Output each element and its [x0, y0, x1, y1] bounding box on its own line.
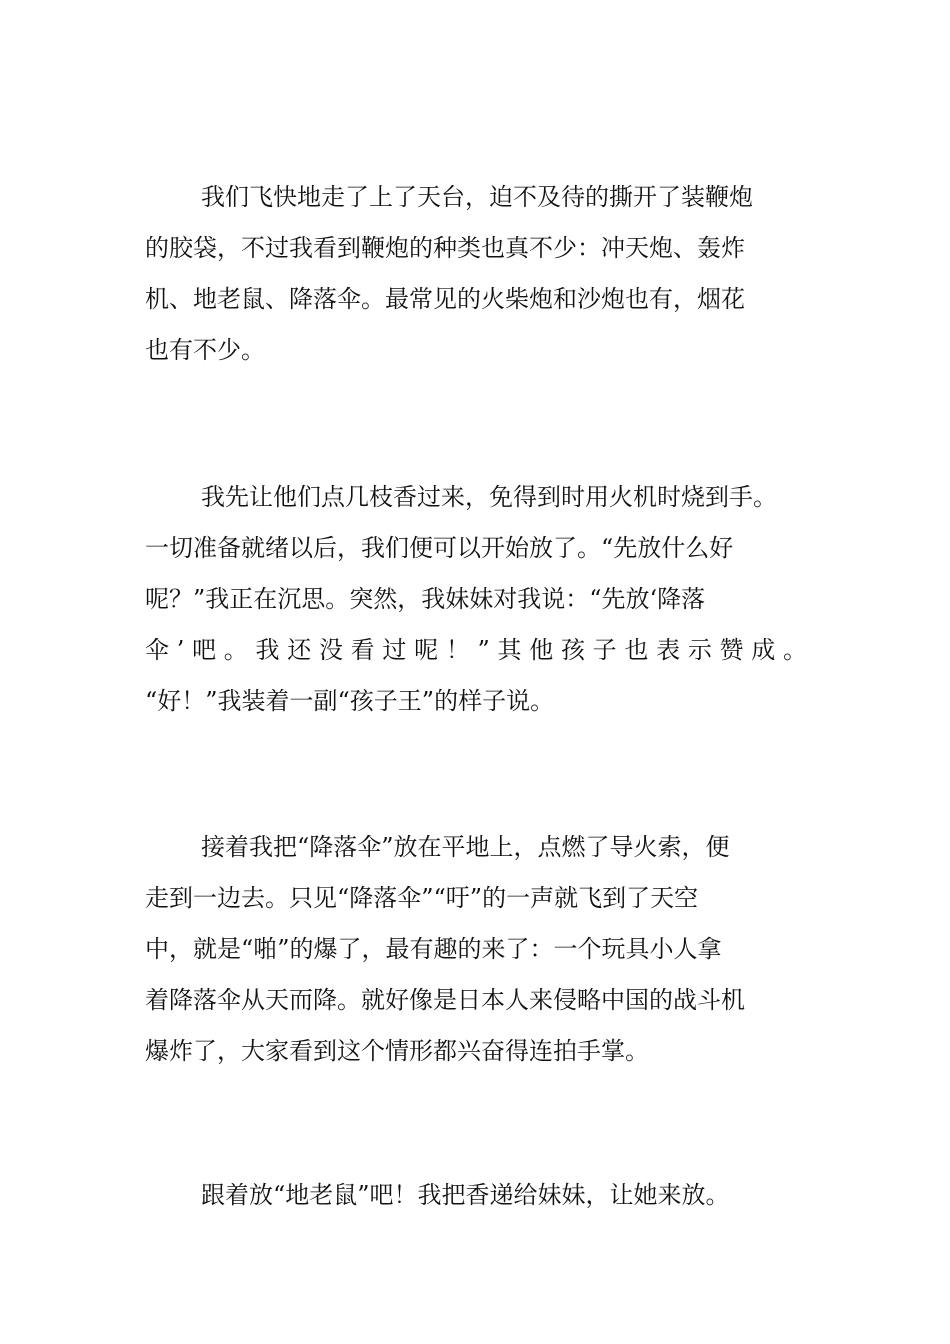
paragraph-4 — [145, 1170, 807, 1221]
paragraph-1 — [145, 172, 807, 376]
paragraph-line: 着降落伞从天而降。就好像是日本人来侵略中国的战斗机 — [145, 986, 745, 1014]
paragraph-line: 中，就是“啪”的爆了，最有趣的来了：一个玩具小人拿 — [145, 935, 722, 963]
paragraph-2 — [145, 472, 807, 727]
paragraph-line: 呢？”我正在沉思。突然，我妹妹对我说：“先放‘降落 — [145, 585, 706, 613]
paragraph-line: 走到一边去。只见“降落伞”“吁”的一声就飞到了天空 — [145, 884, 699, 912]
paragraph-line: 我先让他们点几枝香过来，免得到时用火机时烧到手。 — [201, 483, 777, 511]
paragraph-line: “好！”我装着一副“孩子王”的样子说。 — [145, 687, 555, 715]
paragraph-line: 也有不少。 — [145, 336, 265, 364]
paragraph-line: 一切准备就绪以后，我们便可以开始放了。“先放什么好 — [145, 534, 734, 562]
paragraph-line: 的胶袋，不过我看到鞭炮的种类也真不少：冲天炮、轰炸 — [145, 234, 745, 262]
paragraph-3 — [145, 822, 807, 1077]
paragraph-line: 接着我把“降落伞”放在平地上，点燃了导火索，便 — [201, 833, 730, 861]
paragraph-line: 爆炸了，大家看到这个情形都兴奋得连拍手掌。 — [145, 1037, 649, 1065]
paragraph-line: 跟着放“地老鼠”吧！我把香递给妹妹，让她来放。 — [201, 1181, 730, 1209]
paragraph-line: 机、地老鼠、降落伞。最常见的火柴炮和沙炮也有，烟花 — [145, 285, 745, 313]
paragraph-line: 伞’吧。我还没看过呢！”其他孩子也表示赞成。 — [145, 636, 807, 664]
paragraph-line: 我们飞快地走了上了天台，迫不及待的撕开了装鞭炮 — [201, 183, 753, 211]
